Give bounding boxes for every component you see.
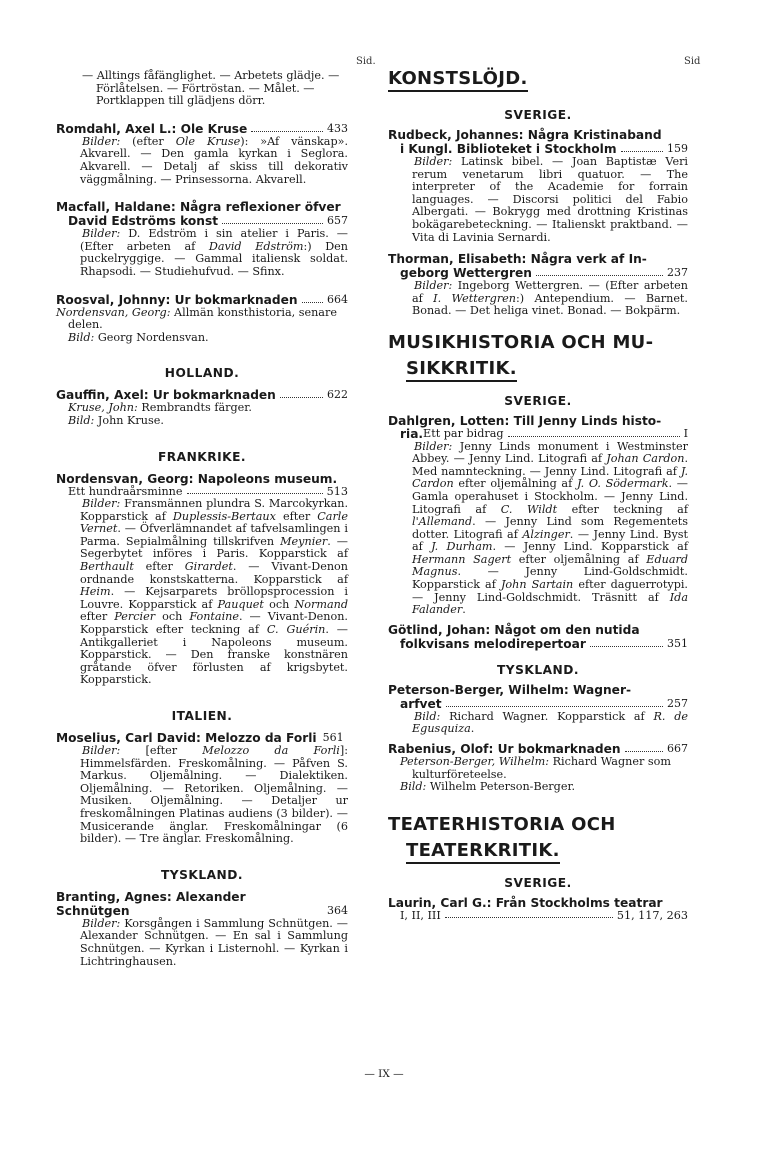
page-number: 159: [667, 142, 688, 155]
entry-title: Thorman, Elisabeth: Några verk af In-: [388, 252, 647, 267]
index-entry: [388, 623, 688, 651]
entry-title: Branting, Agnes: Alexander Schnütgen: [56, 889, 246, 918]
page-number: 622: [327, 388, 348, 402]
entry-title: Gauffin, Axel: Ur bokmarknaden: [56, 388, 276, 403]
index-entry: [388, 742, 688, 794]
page-number: 667: [667, 742, 688, 756]
right-column: [388, 52, 688, 922]
section-heading-cont: SIKKRITIK.: [406, 356, 688, 382]
country-heading: ITALIEN.: [171, 709, 233, 723]
illustrations: Bilder: Ingeborg Wettergren. — (Efter arbeten af I. Wettergren:) Antependium. — Barnet. Bonad. — Det heliga vinet. Bonad. — Bokpärm.: [412, 279, 688, 318]
reviewed-work: Peterson-Berger, Wilhelm: Richard Wagner som kulturföreteelse.: [400, 755, 671, 781]
continued-entry: — Alltings fåfänglighet. — Arbetets glädje. — Förlåtelsen. — Förtröstan. — Målet. — Portklappen till glädjens dörr.: [82, 69, 340, 108]
page-number: 364: [327, 903, 348, 917]
entry-title: Dahlgren, Lotten: Till Jenny Linds histo-: [388, 413, 662, 428]
page-number: I: [683, 426, 688, 440]
illustrations: Bild: Richard Wagner. Kopparstick af R. de Egusquiza.: [412, 709, 688, 736]
entry-title: Moselius, Carl David: Melozzo da Forli: [56, 731, 317, 745]
country-heading: SVERIGE.: [504, 393, 572, 408]
entry-title-cont: David Edströms konst: [68, 214, 219, 229]
index-entry: [388, 128, 688, 244]
illustrations: Bilder: Korsgången i Sammlung Schnütgen. — Alexander Schnütgen. — En sal i Sammlung Schnütgen. — Kyrkan i Listernohl. — Kyrkan i Lichtringhausen.: [80, 916, 348, 968]
entry-title-cont: i Kungl. Biblioteket i Stockholm: [400, 142, 617, 156]
entry-title: Rudbeck, Johannes: Några Kristinaband: [388, 128, 662, 142]
index-entry: [388, 683, 688, 736]
illustrations: Bild: Georg Nordensvan.: [68, 330, 209, 344]
illustrations: Bilder: (efter Ole Kruse): »Af vänskap». Akvarell. — Den gamla kyrkan i Seglora. Akvarell. — Detalj af skiss till dekorativ väggmålning. — Prinsessorna. Akvarell.: [80, 134, 349, 186]
index-entry: [388, 414, 688, 617]
page-number: 257: [667, 696, 688, 710]
country-heading: SVERIGE.: [504, 875, 572, 890]
index-entry: [56, 388, 348, 427]
page-number: 433: [327, 121, 348, 135]
illustrations: Bilder: Jenny Linds monument i Westminster Abbey. — Jenny Lind. Litografi af Johan Cardon. Med namnteckning. — Jenny Lind. Litografi af J. Cardon efter oljemålning af J. O. Södermark. — Gamla operahuset i Stockholm. — Jenny Lind. Litografi af C. Wildt efter teckning af l'Allemand. — Jenny Lind som Regementets dotter. Litografi af Alzinger. — Jenny Lind. Byst af J. Durham. — Jenny Lind. Kopparstick af Hermann Sagert efter oljemålning af Eduard Magnus. — Jenny Lind-Goldschmidt. Kopparstick af John Sartain efter daguerrotypi. — Jenny Lind-Goldschmidt. Träsnitt af Ida Falander.: [412, 439, 689, 617]
illustrations: Bilder: Fransmännen plundra S. Marcokyrkan. Kopparstick af Duplessis-Bertaux efter Carle Vernet. — Öfverlämnandet af tafvelsamlingen i Parma. Sepialmålning tillskrifven Meynier. — Segerbytet införes i Paris. Kopparstick af Berthault efter Girardet. — Vivant-Denon ordnande konstskatterna. Kopparstick af Heim. — Kejsarparets bröllopsprocession i Louvre. Kopparstick af Pauquet och Normand efter Percier och Fontaine. — Vivant-Denon. Kopparstick efter teckning af C. Guérin. — Antikgalleriet i Napoleons museum. Kopparstick. — Den franske konstnären gråtande öfver förlusten af krigsbytet. Kopparstick.: [80, 497, 349, 687]
index-entry: [56, 472, 348, 688]
page-number: 237: [667, 266, 688, 280]
index-entry: [388, 896, 688, 923]
country-heading: TYSKLAND.: [496, 662, 579, 677]
entry-subtitle: Ett hundraårsminne: [68, 484, 183, 498]
left-column: [56, 52, 348, 968]
country-heading: TYSKLAND.: [160, 867, 243, 882]
entry-title-cont: arfvet: [400, 696, 442, 711]
country-heading: SVERIGE.: [504, 108, 572, 122]
section-heading: MUSIKHISTORIA OCH MU-: [388, 331, 654, 353]
section-heading: KONSTSLÖJD.: [388, 66, 688, 92]
entry-title: Laurin, Carl G.: Från Stockholms teatrar: [388, 895, 663, 910]
page-column-label: Sid: [684, 56, 701, 67]
reviewed-work: Kruse, John: Rembrandts färger.: [68, 401, 252, 415]
page-number: 513: [326, 484, 348, 498]
reviewed-work: Nordensvan, Georg: Allmän konsthistoria, senare delen.: [56, 305, 337, 332]
page-footer: — IX —: [364, 1068, 404, 1080]
index-entry: [56, 731, 348, 846]
index-entry: [388, 252, 688, 318]
index-entry: [56, 122, 348, 186]
page-number: 657: [327, 214, 348, 228]
entry-title: Romdahl, Axel L.: Ole Kruse: [56, 121, 248, 136]
entry-title-cont: folkvisans melodirepertoar: [400, 636, 586, 651]
index-entry: [56, 293, 348, 345]
entry-title: Nordensvan, Georg: Napoleons museum.: [56, 471, 338, 486]
entry-title: Macfall, Haldane: Några reflexioner öfver: [56, 200, 341, 215]
entry-title-cont: ria.: [400, 426, 424, 441]
entry-title: Roosval, Johnny: Ur bokmarknaden: [56, 292, 298, 307]
illustrations: Bilder: [efter Melozzo da Forli]: Himmelsfärden. Freskomålning. — Påfven S. Markus. Oljemålning. — Dialektiken. Oljemålning. — Retoriken. Oljemålning. — Musiken. Oljemålning. — Detaljer ur freskomålningen Platinas audiens (3 bilder). — Musicerande änglar. Freskomålningar (6 bilder). — Tre änglar. Freskomålning.: [80, 744, 348, 846]
index-entry: [56, 890, 348, 968]
page-column-label: Sid.: [356, 56, 376, 67]
country-heading: HOLLAND.: [164, 366, 240, 381]
country-heading: FRANKRIKE.: [157, 449, 247, 464]
entry-subtitle: I, II, III: [400, 908, 441, 922]
entry-title-cont: geborg Wettergren: [400, 266, 532, 281]
index-entry: [56, 200, 348, 278]
section-heading: TEATERHISTORIA OCH: [388, 813, 616, 835]
illustrations: Bild: Wilhelm Peterson-Berger.: [400, 780, 576, 794]
page-number: 561: [322, 731, 344, 744]
section-heading-cont: TEATERKRITIK.: [406, 838, 688, 864]
entry-subtitle: Ett par bidrag: [423, 426, 504, 440]
illustrations: Bilder: D. Edström i sin atelier i Paris. — (Efter arbeten af David Edström:) Den puckelryggige. — Gammal italiensk soldat. Rhapsodi. — Studiehufvud. — Sfinx.: [80, 227, 348, 278]
illustrations: Bilder: Latinsk bibel. — Joan Baptistæ Veri rerum venetarum libri quatuor. — The interpreter of the Academie for forrain languages. — Discorsi politici del Fabio Albergati. — Bokrygg med drottning Kristinas bokägarebeteckning. — Italienskt praktband. — Vita di Lavinia Sernardi.: [412, 155, 688, 244]
entry-title: Rabenius, Olof: Ur bokmarknaden: [388, 742, 621, 757]
page-number: 351: [667, 636, 688, 650]
page-number: 664: [327, 292, 348, 306]
page-number: 51, 117, 263: [616, 908, 688, 922]
entry-title: Götlind, Johan: Något om den nutida: [388, 622, 640, 637]
entry-title: Peterson-Berger, Wilhelm: Wagner-: [388, 682, 632, 697]
illustrations: Bild: John Kruse.: [68, 413, 164, 427]
